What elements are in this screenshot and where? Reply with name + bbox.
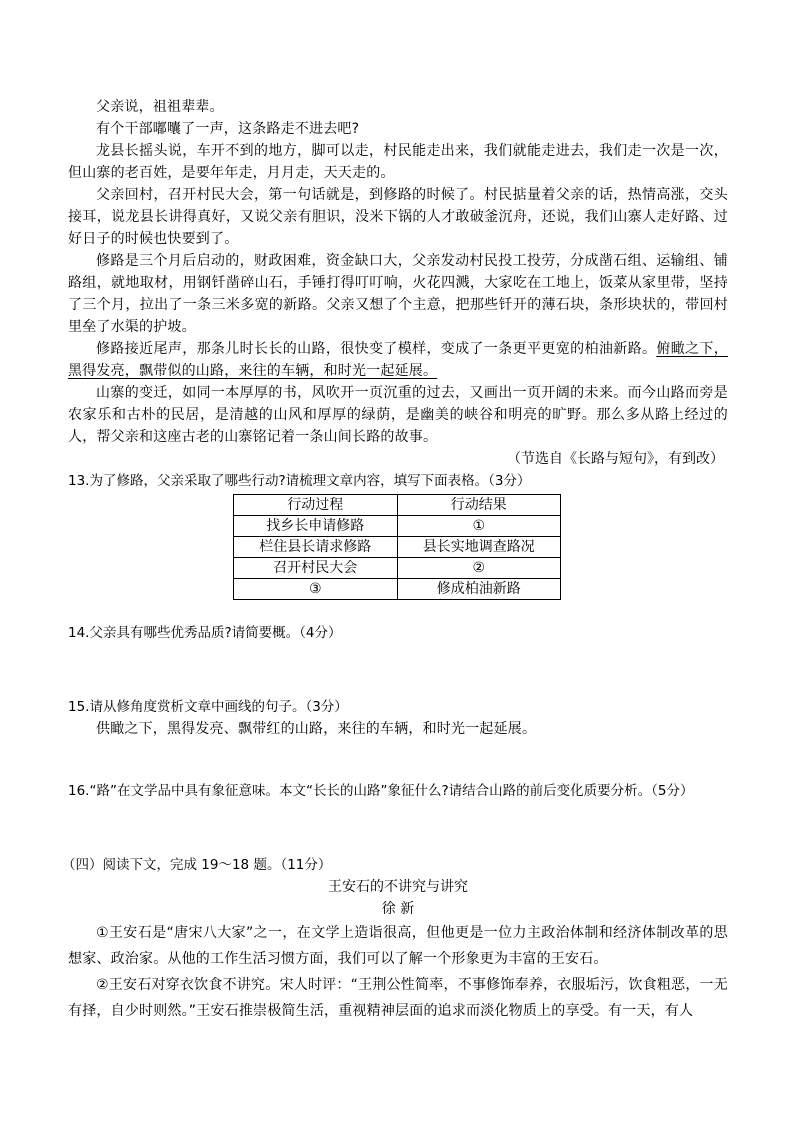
article-author: 徐 新	[381, 901, 415, 917]
table-row	[234, 558, 561, 579]
passage-paragraph: 父亲说，祖祖辈辈。	[96, 99, 224, 115]
question-13	[68, 470, 728, 600]
paragraph-text: 修路接近尾声，那条儿时长长的山路，很快变了模样，变成了一条更平更宽的柏油新路。	[96, 341, 657, 357]
section-4-heading: （四）阅读下文，完成 19～18 题。（11分）	[62, 857, 332, 873]
passage-paragraph: 山寨的变迁，如同一本厚厚的书，风吹开一页沉重的过去，又画出一页开阔的未来。而今山路而旁是农家乐和古朴的民居，是清越的山风和厚厚的绿荫，是幽美的峡谷和明亮的旷野。那么多从路上经过的人，帮父亲和这座古老的山寨铭记着一条山间长路的故事。	[68, 385, 728, 445]
table-header: 行动过程	[234, 495, 398, 516]
question-15-quote: 供瞰之下，黑得发亮、飘带红的山路，来往的车辆，和时光一起延展。	[96, 721, 537, 737]
table-row	[234, 516, 561, 537]
article-paragraph: ①王安石是“唐宋八大家”之一，在文学上造诣很高，但他更是一位力主政治体制和经济体制改革的思想家、政治家。从他的工作生活习惯方面，我们可以了解一个形象更为丰富的王安石。	[68, 925, 728, 967]
table-cell-blank-3: ③	[234, 579, 398, 600]
passage	[68, 96, 728, 470]
question-15-text: 15.请从修角度赏析文章中画线的句子。（3分）	[68, 699, 348, 715]
question-15	[68, 696, 728, 780]
table-cell: 栏住县长请求修路	[234, 537, 398, 558]
table-cell: 召开村民大会	[234, 558, 398, 579]
answer-space	[68, 802, 728, 854]
section-4	[62, 854, 728, 1024]
table-cell-blank-2: ②	[397, 558, 561, 579]
passage-paragraph: 修路是三个月后启动的，财政困难，资金缺口大，父亲发动村民投工投劳，分成凿石组、运输组、铺路组，就地取材，用钢钎凿碎山石，手锤打得叮叮响，火花四溅，大家吃在工地上，饭菜从家里带，坚持了三个月，拉出了一条三米多宽的新路。父亲又想了个主意，把那些钎开的薄石块，条形块状的，带回村里垒了水渠的护坡。	[68, 253, 728, 335]
table-header-row	[234, 495, 561, 516]
document-page	[62, 96, 728, 1024]
action-table	[233, 494, 561, 600]
answer-space	[68, 740, 728, 780]
table-cell: 修成柏油新路	[397, 579, 561, 600]
table-cell: 县长实地调查路况	[397, 537, 561, 558]
answer-space	[68, 644, 728, 696]
question-16-text: 16.“路”在文学品中具有象征意味。本文“长长的山路”象征什么?请结合山路的前后变化质要分析。（5分）	[68, 783, 694, 799]
passage-paragraph: 父亲回村，召开村民大会，第一句话就是，到修路的时候了。村民掂量着父亲的话，热情高涨，交头接耳，说龙县长讲得真好，又说父亲有胆识，没米下锅的人才敢破釜沉舟，还说，我们山寨人走好路、过好日子的时候也快要到了。	[68, 187, 728, 247]
article-paragraph: ②王安石对穿衣饮食不讲究。宋人时评：“王荆公性简率，不事修饰奉养，衣服垢污，饮食粗恶，一无有择，自少时则然。”王安石推崇极简生活，重视精神层面的追求而淡化物质上的享受。有一天，有人	[68, 977, 728, 1019]
spacer	[68, 600, 728, 622]
passage-paragraph: 龙县长摇头说，车开不到的地方，脚可以走，村民能走出来，我们就能走进去，我们走一次是一次，但山寨的老百姓，是要年年走，月月走，天天走的。	[68, 143, 728, 181]
table-cell-blank-1: ①	[397, 516, 561, 537]
article-title: 王安石的不讲究与讲究	[328, 879, 468, 895]
table-header: 行动结果	[397, 495, 561, 516]
passage-paragraph-underlined	[68, 338, 728, 382]
table-cell: 找乡长申请修路	[234, 516, 398, 537]
source-citation: （节选自《长路与短句》，有到改）	[507, 451, 724, 467]
table-row	[234, 537, 561, 558]
table-row	[234, 579, 561, 600]
question-14	[68, 622, 728, 696]
question-13-text: 13.为了修路，父亲采取了哪些行动?请梳理文章内容，填写下面表格。（3分）	[68, 473, 531, 489]
passage-paragraph: 有个干部嘟囔了一声，这条路走不进去吧?	[96, 121, 360, 137]
underlined-sentence: 俯瞰之下，黑得发亮，飘带似的山路，来往的车辆，和时光一起延展。	[68, 341, 728, 379]
question-16	[68, 780, 728, 854]
question-14-text: 14.父亲具有哪些优秀品质?请简要概。（4分）	[68, 625, 342, 641]
